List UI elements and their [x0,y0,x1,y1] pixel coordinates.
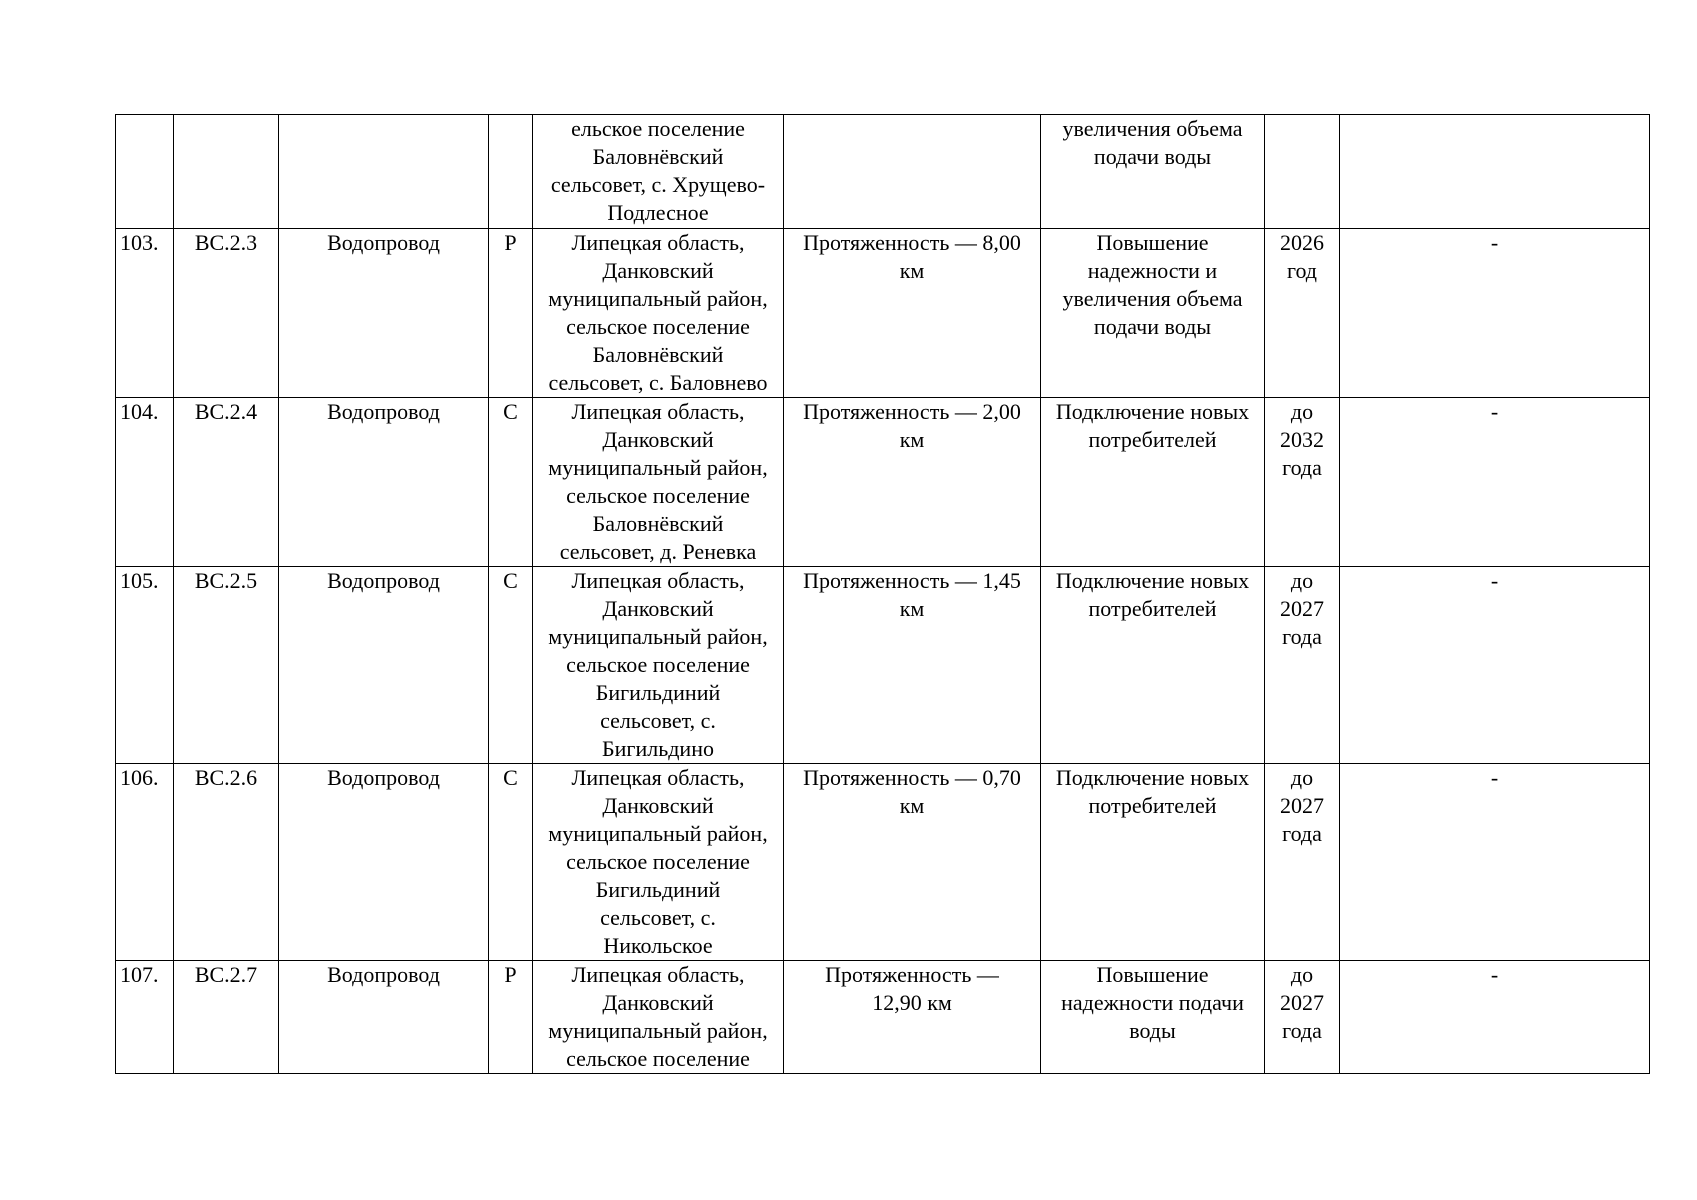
cell-purpose: Подключение новых потребителей [1041,764,1265,961]
cell-object: Водопровод [279,229,489,398]
cell-deadline: до 2027 года [1265,764,1340,961]
cell-purpose: Подключение новых потребителей [1041,567,1265,764]
cell-location: Липецкая область, Данковский муниципальный район, сельское поселение Баловнёвский сельсовет, д. Реневка [533,398,784,567]
cell-code: ВС.2.3 [174,229,279,398]
cell-number: 104. [116,398,174,567]
table-row [116,567,1650,764]
cell-number: 106. [116,764,174,961]
cell-note: - [1340,398,1650,567]
cell-code: ВС.2.7 [174,961,279,1074]
cell-location: Липецкая область, Данковский муниципальный район, сельское поселение Баловнёвский сельсовет, с. Баловнево [533,229,784,398]
table-row [116,961,1650,1074]
objects-table [115,114,1650,1074]
cell-note: - [1340,567,1650,764]
table-row [116,115,1650,229]
cell-characteristics: Протяженность — 2,00 км [784,398,1041,567]
cell-type: С [489,398,533,567]
cell-location: Липецкая область, Данковский муниципальный район, сельское поселение Бигильдиний сельсовет, с. Никольское [533,764,784,961]
cell-code: ВС.2.4 [174,398,279,567]
cell-deadline: 2026 год [1265,229,1340,398]
cell-note: - [1340,961,1650,1074]
cell-note: - [1340,229,1650,398]
cell-code: ВС.2.5 [174,567,279,764]
cell-code [174,115,279,229]
cell-note: - [1340,764,1650,961]
cell-location: Липецкая область, Данковский муниципальный район, сельское поселение Бигильдиний сельсовет, с. Бигильдино [533,567,784,764]
cell-characteristics: Протяженность — 1,45 км [784,567,1041,764]
table-row [116,398,1650,567]
cell-type: С [489,764,533,961]
cell-type [489,115,533,229]
cell-object [279,115,489,229]
table-row [116,229,1650,398]
cell-characteristics: Протяженность — 8,00 км [784,229,1041,398]
cell-deadline: до 2027 года [1265,567,1340,764]
cell-purpose: Повышение надежности и увеличения объема подачи воды [1041,229,1265,398]
cell-number: 105. [116,567,174,764]
cell-purpose: увеличения объема подачи воды [1041,115,1265,229]
cell-characteristics [784,115,1041,229]
cell-type: Р [489,229,533,398]
cell-object: Водопровод [279,567,489,764]
cell-location: Липецкая область, Данковский муниципальный район, сельское поселение [533,961,784,1074]
cell-type: С [489,567,533,764]
cell-object: Водопровод [279,764,489,961]
cell-object: Водопровод [279,961,489,1074]
cell-type: Р [489,961,533,1074]
cell-number: 103. [116,229,174,398]
cell-number: 107. [116,961,174,1074]
cell-note [1340,115,1650,229]
cell-number [116,115,174,229]
cell-deadline: до 2032 года [1265,398,1340,567]
cell-characteristics: Протяженность — 0,70 км [784,764,1041,961]
cell-characteristics: Протяженность — 12,90 км [784,961,1041,1074]
table-row [116,764,1650,961]
cell-location: ельское поселение Баловнёвский сельсовет, с. Хрущево- Подлесное [533,115,784,229]
cell-purpose: Подключение новых потребителей [1041,398,1265,567]
cell-deadline: до 2027 года [1265,961,1340,1074]
cell-code: ВС.2.6 [174,764,279,961]
cell-purpose: Повышение надежности подачи воды [1041,961,1265,1074]
cell-object: Водопровод [279,398,489,567]
cell-deadline [1265,115,1340,229]
